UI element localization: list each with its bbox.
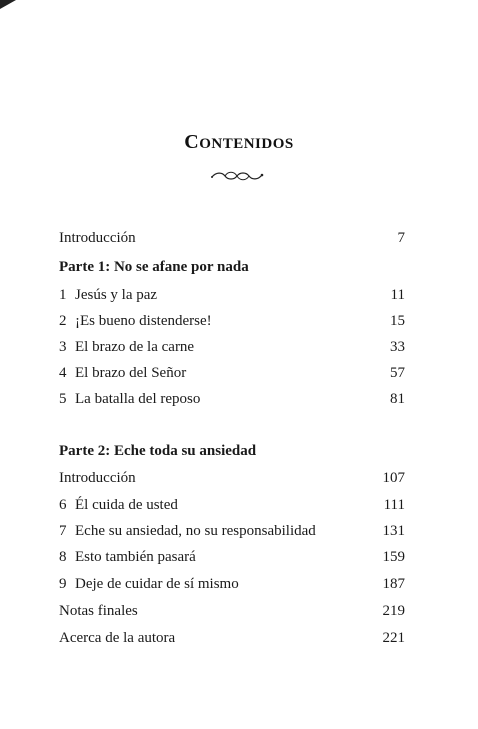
toc-entry-page: 81 bbox=[390, 391, 405, 407]
toc-entry-page: 131 bbox=[382, 523, 405, 539]
part-1-heading bbox=[59, 259, 405, 279]
toc-entry-page: 219 bbox=[382, 603, 405, 619]
toc-entry-label: Jesús y la paz bbox=[75, 287, 158, 303]
part-2-heading bbox=[59, 443, 405, 463]
toc-entry-number: 3 bbox=[59, 339, 67, 355]
toc-entry-intro[interactable] bbox=[59, 230, 405, 250]
toc-entry-page: 7 bbox=[397, 230, 405, 246]
toc-entry-chapter-6[interactable] bbox=[59, 497, 405, 517]
part-2-heading-text: Parte 2: Eche toda su ansiedad bbox=[59, 443, 257, 459]
toc-entry-label: El brazo de la carne bbox=[75, 339, 195, 355]
toc-entry-page: 221 bbox=[382, 630, 405, 646]
toc-entry-label: Esto también pasará bbox=[75, 549, 196, 565]
toc-entry-number: 8 bbox=[59, 549, 67, 565]
toc-entry-chapter-2[interactable] bbox=[59, 313, 405, 333]
toc-entry-page: 33 bbox=[390, 339, 405, 355]
toc-entry-number: 9 bbox=[59, 576, 67, 592]
toc-entry-number: 4 bbox=[59, 365, 67, 381]
toc-entry-label: ¡Es bueno distenderse! bbox=[75, 313, 212, 329]
toc-entry-chapter-3[interactable] bbox=[59, 339, 405, 359]
toc-entry-page: 159 bbox=[382, 549, 405, 565]
toc-entry-label: Introducción bbox=[59, 470, 136, 486]
toc-entry-label: Deje de cuidar de sí mismo bbox=[75, 576, 239, 592]
toc-entry-chapter-4[interactable] bbox=[59, 365, 405, 385]
toc-entry-number: 5 bbox=[59, 391, 67, 407]
toc-entry-label: La batalla del reposo bbox=[75, 391, 201, 407]
toc-entry-chapter-9[interactable] bbox=[59, 576, 405, 596]
toc-entry-chapter-7[interactable] bbox=[59, 523, 405, 543]
toc-entry-notes[interactable] bbox=[59, 603, 405, 623]
toc-entry-page: 11 bbox=[390, 287, 405, 303]
toc-entry-chapter-1[interactable] bbox=[59, 287, 405, 307]
toc-entry-page: 15 bbox=[390, 313, 405, 329]
toc-entry-page: 57 bbox=[390, 365, 405, 381]
toc-entry-page: 111 bbox=[383, 497, 405, 513]
toc-entry-about[interactable] bbox=[59, 630, 405, 650]
toc-entry-page: 187 bbox=[382, 576, 405, 592]
toc-entry-number: 2 bbox=[59, 313, 67, 329]
toc-entry-page: 107 bbox=[382, 470, 405, 486]
toc-entry-part-2-intro[interactable] bbox=[59, 470, 405, 490]
page-title-rest: ONTENIDOS bbox=[199, 136, 294, 152]
toc-entry-label: Introducción bbox=[59, 230, 136, 246]
toc-entry-label: Él cuida de usted bbox=[75, 497, 178, 513]
toc-entry-label: Notas finales bbox=[59, 603, 138, 619]
toc-entry-number: 7 bbox=[59, 523, 67, 539]
toc-entry-chapter-8[interactable] bbox=[59, 549, 405, 569]
toc-entry-label: Eche su ansiedad, no su responsabilidad bbox=[75, 523, 316, 539]
toc-entry-number: 6 bbox=[59, 497, 67, 513]
toc-entry-chapter-5[interactable] bbox=[59, 391, 405, 411]
toc-entry-label: Acerca de la autora bbox=[59, 630, 176, 646]
part-1-heading-text: Parte 1: No se afane por nada bbox=[59, 259, 249, 275]
page-title-initial: C bbox=[184, 131, 200, 153]
toc-entry-label: El brazo del Señor bbox=[75, 365, 187, 381]
toc-entry-number: 1 bbox=[59, 287, 67, 303]
